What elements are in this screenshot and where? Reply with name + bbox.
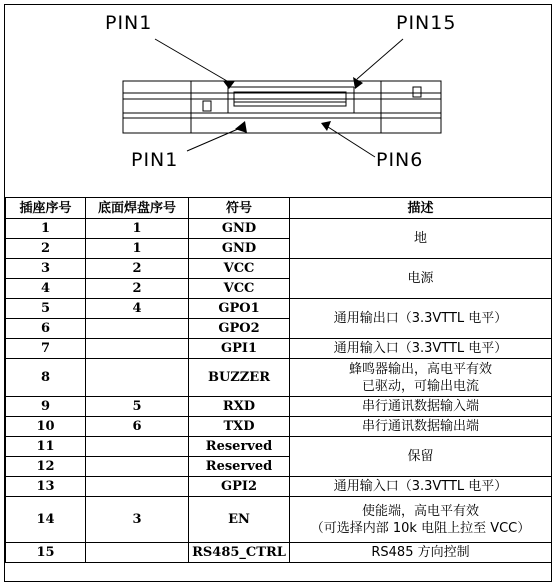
header-symbol: 符号: [189, 198, 290, 219]
cell-desc: 串行通讯数据输入端: [290, 397, 552, 417]
header-pad-no: 底面焊盘序号: [86, 198, 189, 219]
table-row: [6, 397, 552, 417]
cell-socket: 2: [6, 239, 86, 259]
cell-socket: 15: [6, 543, 86, 563]
cell-pad: 1: [86, 219, 189, 239]
table-row: [6, 477, 552, 497]
cell-desc: 保留: [290, 437, 552, 477]
cell-pad: [86, 339, 189, 359]
leader-pin1-bottom: [187, 129, 238, 151]
label-pin1-top: PIN1: [105, 12, 153, 34]
cell-socket: 1: [6, 219, 86, 239]
cell-symbol: VCC: [189, 279, 290, 299]
cell-socket: 8: [6, 359, 86, 397]
cell-pad: 6: [86, 417, 189, 437]
cell-pad: [86, 457, 189, 477]
connector-diagram: [5, 5, 553, 197]
header-socket-no: 插座序号: [6, 198, 86, 219]
table-row: [6, 543, 552, 563]
cell-desc: [290, 497, 552, 543]
leader-pin6-bottom: [328, 127, 375, 157]
cell-symbol: RXD: [189, 397, 290, 417]
cell-desc: 通用输出口（3.3VTTL 电平）: [290, 299, 552, 339]
leader-pin15-top: [357, 39, 403, 79]
desc-line: 蜂鸣器输出，高电平有效: [348, 361, 492, 377]
table-row: [6, 219, 552, 239]
cell-desc: 串行通讯数据输出端: [290, 417, 552, 437]
cell-symbol: GND: [189, 219, 290, 239]
cell-desc: 通用输入口（3.3VTTL 电平）: [290, 477, 552, 497]
cell-symbol: GPI1: [189, 339, 290, 359]
cell-symbol: EN: [189, 497, 290, 543]
header-description: 描述: [290, 198, 552, 219]
desc-line: 已驱动，可输出电流: [361, 378, 479, 394]
cell-socket: 3: [6, 259, 86, 279]
cell-symbol: Reserved: [189, 437, 290, 457]
cell-pad: 2: [86, 279, 189, 299]
cell-desc: 地: [290, 219, 552, 259]
table-row: [6, 417, 552, 437]
label-pin15-top: PIN15: [396, 12, 457, 34]
table-row: [6, 259, 552, 279]
cell-socket: 10: [6, 417, 86, 437]
cell-pad: [86, 359, 189, 397]
cell-socket: 7: [6, 339, 86, 359]
cell-symbol: RS485_CTRL: [189, 543, 290, 563]
desc-line: 使能端，高电平有效: [361, 503, 479, 519]
cell-pad: 2: [86, 259, 189, 279]
table-row: [6, 359, 552, 397]
cell-pad: [86, 477, 189, 497]
cell-desc: [290, 359, 552, 397]
marker-pin1-bottom: [235, 121, 247, 133]
connector-body: [123, 81, 441, 133]
label-pin6-bottom: PIN6: [376, 149, 424, 171]
cell-desc: 通用输入口（3.3VTTL 电平）: [290, 339, 552, 359]
cell-socket: 5: [6, 299, 86, 319]
cell-desc: RS485 方向控制: [290, 543, 552, 563]
cell-pad: [86, 319, 189, 339]
cell-socket: 6: [6, 319, 86, 339]
cell-socket: 4: [6, 279, 86, 299]
desc-line: （可选择内部 10k 电阻上拉至 VCC）: [310, 520, 531, 536]
cell-pad: 4: [86, 299, 189, 319]
cell-desc: 电源: [290, 259, 552, 299]
table-header-row: [6, 198, 552, 219]
cell-symbol: GND: [189, 239, 290, 259]
marker-pin1-top: [223, 81, 235, 89]
table-row: [6, 299, 552, 319]
leader-pin1-top: [155, 39, 227, 81]
cell-socket: 9: [6, 397, 86, 417]
cell-pad: 5: [86, 397, 189, 417]
cell-pad: 1: [86, 239, 189, 259]
cell-symbol: GPI2: [189, 477, 290, 497]
document-frame: [4, 4, 552, 582]
table-row: [6, 339, 552, 359]
cell-socket: 11: [6, 437, 86, 457]
table-row: [6, 437, 552, 457]
cell-symbol: TXD: [189, 417, 290, 437]
cell-symbol: Reserved: [189, 457, 290, 477]
cell-symbol: VCC: [189, 259, 290, 279]
connector-drawing: [5, 5, 553, 197]
cell-pad: 3: [86, 497, 189, 543]
cell-symbol: GPO2: [189, 319, 290, 339]
cell-symbol: GPO1: [189, 299, 290, 319]
table-row: [6, 497, 552, 543]
cell-socket: 13: [6, 477, 86, 497]
marker-pin6-bottom: [321, 121, 331, 131]
cell-pad: [86, 437, 189, 457]
pin-table: [5, 197, 552, 563]
label-pin1-bottom: PIN1: [131, 149, 179, 171]
cell-pad: [86, 543, 189, 563]
cell-socket: 12: [6, 457, 86, 477]
cell-symbol: BUZZER: [189, 359, 290, 397]
cell-socket: 14: [6, 497, 86, 543]
